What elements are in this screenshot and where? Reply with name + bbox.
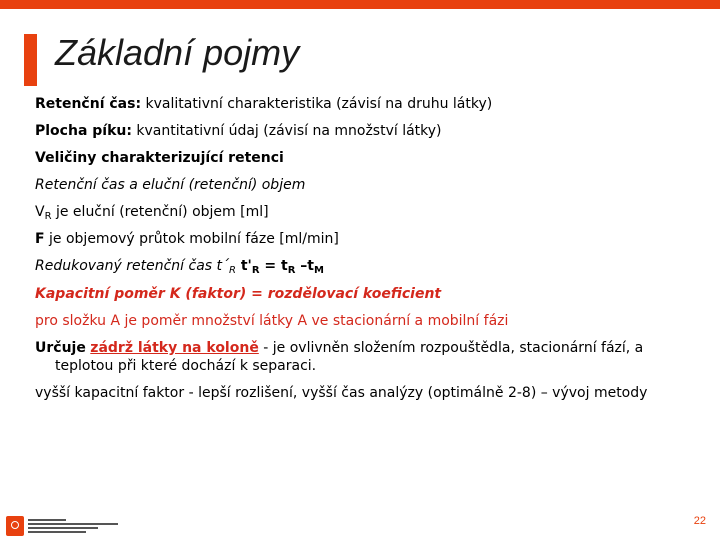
reduced-retention-time-text: Redukovaný retenční čas t´ xyxy=(35,258,230,274)
line-reduced-retention-time xyxy=(35,257,324,275)
formula-t-prime: t' xyxy=(235,258,252,274)
subscript-r-1: R xyxy=(229,265,236,276)
university-logo xyxy=(6,516,126,536)
logo-wordmark xyxy=(28,519,124,535)
higher-capacity-factor-text: vyšší kapacitní faktor - lepší rozlišení, vyšší čas analýzy (optimálně 2-8) – vývoj metody xyxy=(35,385,648,401)
line-f-definition xyxy=(35,230,339,248)
component-a-text: pro složku A je poměr množství látky A ve stacionární a mobilní fázi xyxy=(35,313,509,329)
heading-retention-quantities: Veličiny charakterizující retenci xyxy=(35,150,284,166)
slide-title: Základní pojmy xyxy=(55,32,300,73)
symbol-f: F xyxy=(35,231,45,247)
line-retention-volume-heading xyxy=(35,176,305,194)
line-determines xyxy=(35,339,695,375)
f-definition-text: je objemový průtok mobilní fáze [ml/min] xyxy=(44,231,339,247)
subscript-r-3: R xyxy=(287,265,296,276)
determines-word: Určuje xyxy=(35,340,86,356)
definition-peak-area: kvantitativní údaj (závisí na množství látky) xyxy=(131,123,442,139)
line-retention-quantities xyxy=(35,149,284,167)
line-higher-capacity-factor xyxy=(35,384,647,402)
term-peak-area: Plocha píku: xyxy=(35,123,132,139)
formula-minus-t: –t xyxy=(295,258,314,274)
page-number: 22 xyxy=(693,515,706,527)
subscript-r: R xyxy=(44,211,52,222)
subscript-m: M xyxy=(313,265,324,276)
heading-capacity-ratio: Kapacitní poměr K (faktor) = rozdělovací koeficient xyxy=(35,286,442,302)
determines-explanation: - je ovlivněn složením rozpouštědla, stacionární fází, a teplotou při které dochází k separaci. xyxy=(55,340,644,374)
heading-retention-volume: Retenční čas a eluční (retenční) objem xyxy=(35,177,306,193)
line-peak-area xyxy=(35,122,442,140)
line-retention-time xyxy=(35,95,492,113)
line-component-a xyxy=(35,312,508,330)
term-retention-time: Retenční čas: xyxy=(35,96,142,112)
formula-equals-t: = t xyxy=(259,258,288,274)
vr-definition-text: je eluční (retenční) objem [ml] xyxy=(51,204,269,220)
top-accent-bar xyxy=(0,0,720,9)
line-vr-definition xyxy=(35,203,269,221)
definition-retention-time: kvalitativní charakteristika (závisí na druhu látky) xyxy=(141,96,493,112)
line-capacity-ratio xyxy=(35,285,441,303)
symbol-v: V xyxy=(35,204,45,220)
logo-icon xyxy=(6,516,24,536)
title-accent-bar xyxy=(24,34,37,86)
subscript-r-2: R xyxy=(251,265,260,276)
retention-on-column: zádrž látky na koloně xyxy=(90,340,259,356)
